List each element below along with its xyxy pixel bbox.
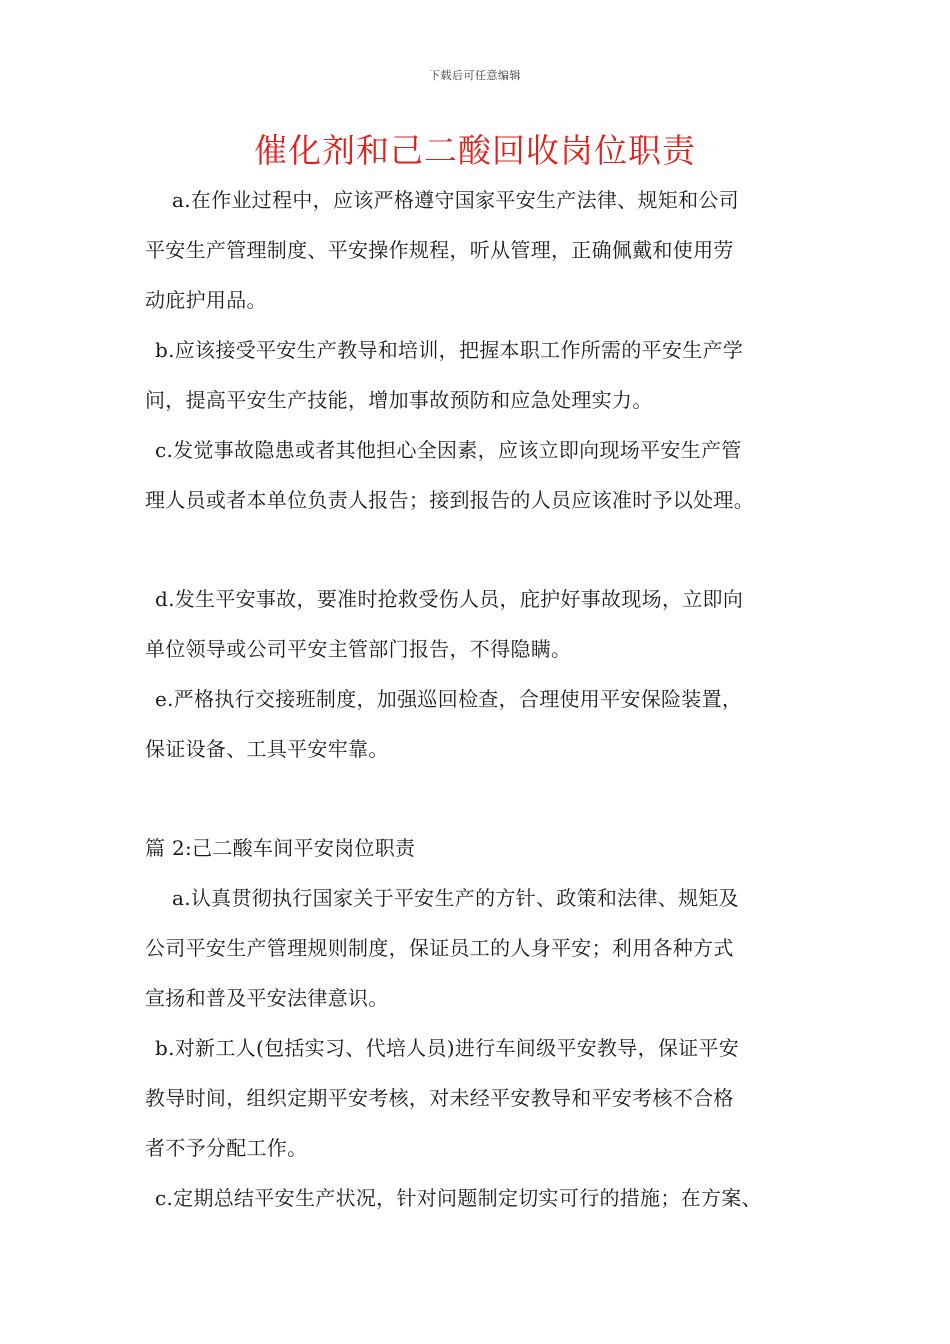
paragraph-line: 理人员或者本单位负责人报告；接到报告的人员应该准时予以处理。: [145, 488, 754, 512]
paragraph-line: b.对新工人(包括实习、代培人员)进行车间级平安教导，保证平安: [155, 1036, 740, 1060]
paragraph-line: 平安生产管理制度、平安操作规程，听从管理，正确佩戴和使用劳: [145, 238, 734, 262]
paragraph-line: e.严格执行交接班制度，加强巡回检查，合理使用平安保险装置，: [155, 687, 743, 711]
paragraph-line: 宣扬和普及平安法律意识。: [145, 986, 389, 1010]
paragraph-line: 教导时间，组织定期平安考核，对未经平安教导和平安考核不合格: [145, 1086, 734, 1110]
header-note: 下载后可任意编辑: [429, 69, 521, 82]
paragraph-line: c.发觉事故隐患或者其他担心全因素，应该立即向现场平安生产管: [155, 438, 742, 462]
document-title: 催化剂和己二酸回收岗位职责: [254, 131, 696, 170]
paragraph-line: 单位领导或公司平安主管部门报告，不得隐瞒。: [145, 637, 572, 661]
paragraph-line: 公司平安生产管理规则制度，保证员工的人身平安；利用各种方式: [145, 936, 734, 960]
paragraph-line: a.认真贯彻执行国家关于平安生产的方针、政策和法律、规矩及: [172, 886, 739, 910]
paragraph-line: 动庇护用品。: [145, 288, 267, 312]
paragraph-line: 者不予分配工作。: [145, 1136, 308, 1160]
paragraph-line: 问，提高平安生产技能，增加事故预防和应急处理实力。: [145, 388, 653, 412]
paragraph-line: a.在作业过程中，应该严格遵守国家平安生产法律、规矩和公司: [172, 188, 739, 212]
paragraph-line: 保证设备、工具平安牢靠。: [145, 737, 389, 761]
paragraph-line: c.定期总结平安生产状况，针对问题制定切实可行的措施；在方案、: [155, 1186, 762, 1210]
paragraph-line: d.发生平安事故，要准时抢救受伤人员，庇护好事故现场，立即向: [155, 587, 744, 611]
paragraph-line: b.应该接受平安生产教导和培训，把握本职工作所需的平安生产学: [155, 338, 744, 362]
section-heading: 篇 2:己二酸车间平安岗位职责: [145, 836, 416, 860]
